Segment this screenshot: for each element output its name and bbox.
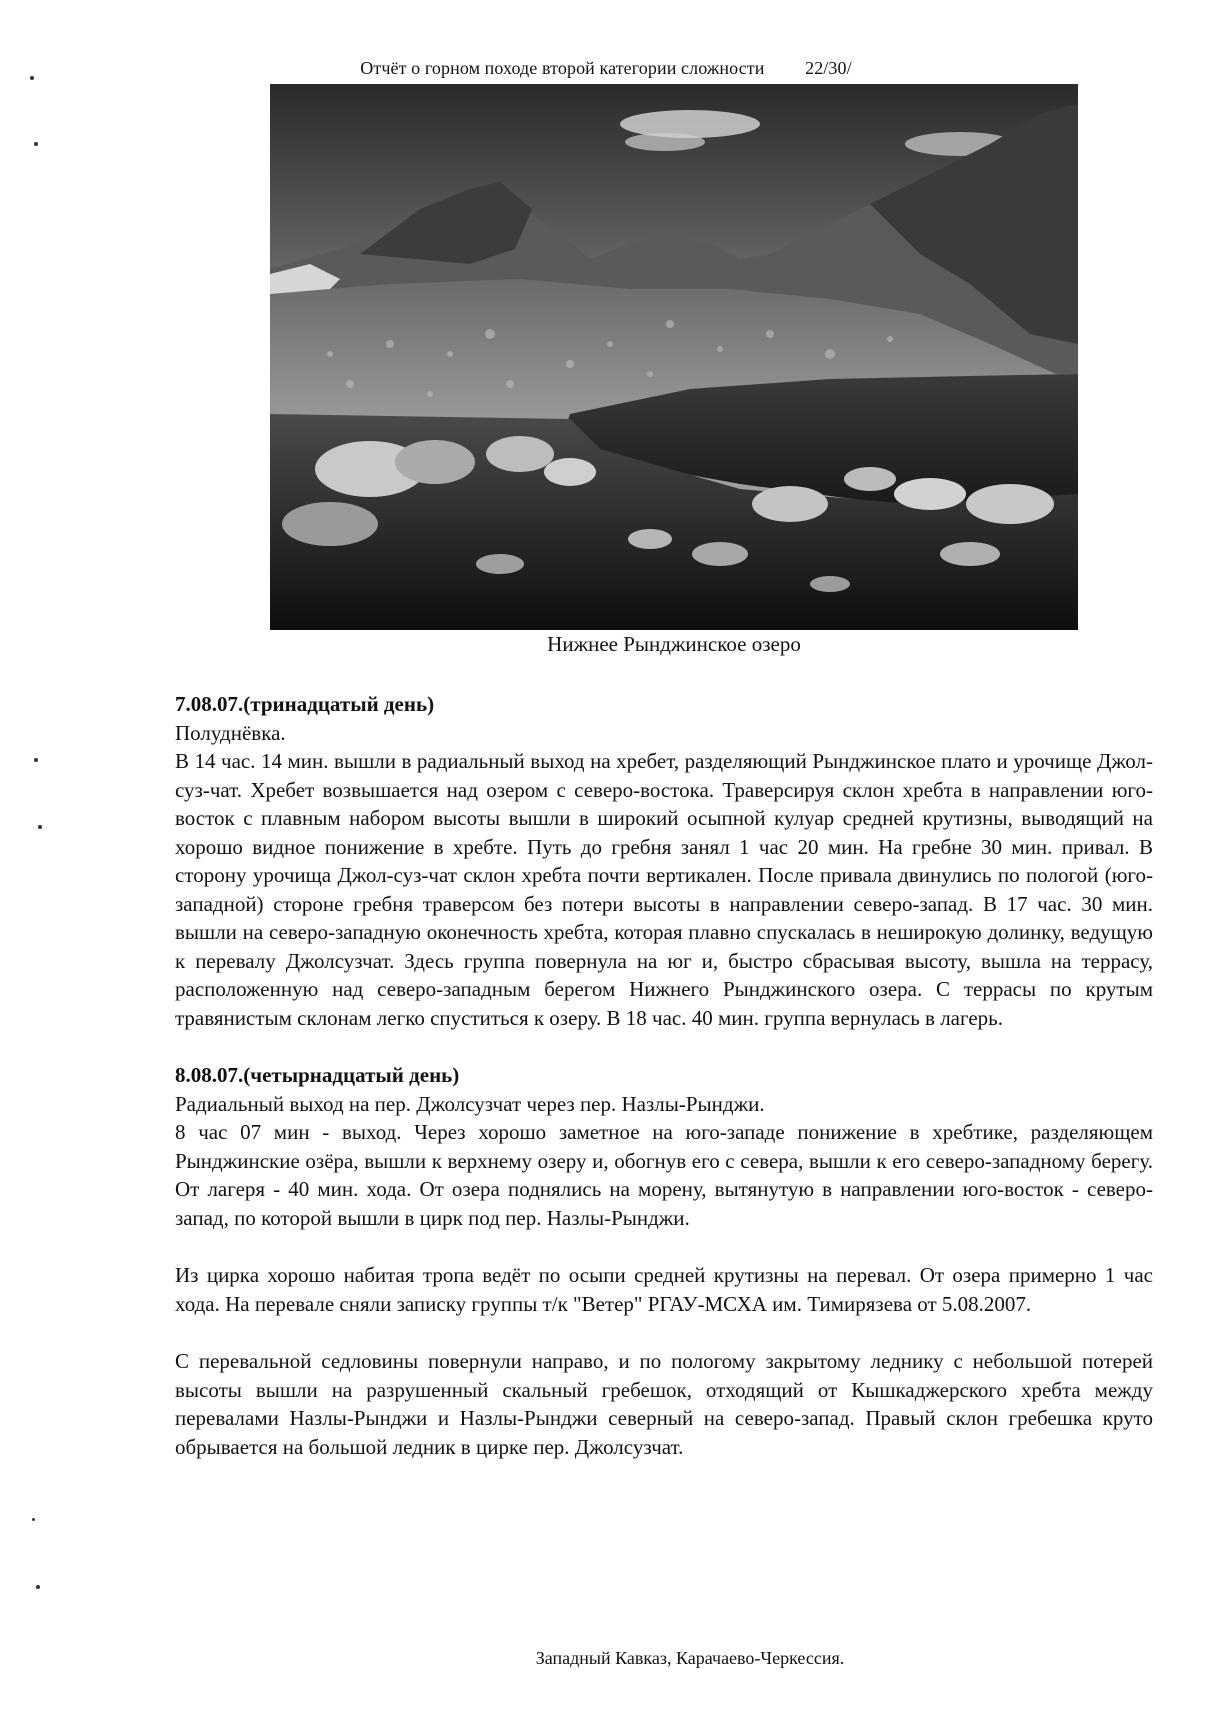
scan-speck (38, 825, 42, 829)
day14-paragraph-2: Из цирка хорошо набитая тропа ведёт по осыпи средней крутизны на перевал. От озера примерно 1 час хода. На перевале сняли записку группы т/к "Ветер" РГАУ-МСХА им. Тимирязева от 5.08.2007. (175, 1263, 1153, 1316)
day14-paragraph-1: 8 час 07 мин - выход. Через хорошо заметное на юго-западе понижение в хребтике, разделяющем Рынджинские озёра, вышли к верхнему озеру и, обогнув его с севера, вышли к его северо-западному берегу. От лагеря - 40 мин. хода. От озера поднялись на морену, вытянутую в направлении юго-восток - северо-запад, по которой вышли в цирк под пер. Назлы-Рынджи. (175, 1120, 1153, 1230)
scan-speck (36, 1585, 40, 1589)
day14-title: 8.08.07.(четырнадцатый день) (175, 1063, 460, 1087)
lake-photo (270, 84, 1078, 630)
scan-speck (34, 142, 38, 146)
scan-speck (34, 758, 38, 762)
day14-paragraph-3: С перевальной седловины повернули направо, и по пологому закрытому леднику с небольшой потерей высоты вышли на разрушенный скальный гребешок, отходящий от Кышкаджерского хребта между перевалами Назлы-Рынджи и Назлы-Рынджи северный на северо-запад. Правый склон гребешка круто обрывается на большой ледник в цирке пер. Джолсузчат. (175, 1349, 1153, 1459)
mountain-lake-photo (270, 84, 1078, 630)
page-footer: Западный Кавказ, Карачаево-Черкессия. (535, 1648, 845, 1668)
scan-speck (32, 1518, 35, 1521)
day13-title: 7.08.07.(тринадцатый день) (175, 692, 435, 716)
report-content (175, 690, 1153, 1461)
day14-subtitle: Радиальный выход на пер. Джолсузчат через пер. Назлы-Рынджи. (175, 1091, 765, 1116)
report-title: Отчёт о горном походе второй категории сложности (360, 58, 765, 78)
photo-caption: Нижнее Рынджинское озеро (547, 632, 801, 656)
page-header (0, 58, 1212, 79)
day13-subtitle: Полуднёвка. (175, 720, 286, 745)
day13-body: В 14 час. 14 мин. вышли в радиальный выход на хребет, разделяющий Рынджинское плато и урочище Джол-суз-чат. Хребет возвышается над озером с северо-востока. Траверсируя склон хребта в направлении юго-восток с плавным набором высоты вышли в широкий осыпной кулуар средней крутизны, выводящий на хорошо видное понижение в хребте. Путь до гребня занял 1 час 20 мин. На гребне 30 мин. привал. В сторону урочища Джол-суз-чат склон хребта почти вертикален. После привала двинулись по пологой (юго-западной) стороне гребня траверсом без потери высоты в направлении северо-запад. В 17 час. 30 мин. вышли на северо-западную оконечность хребта, которая плавно спускалась в неширокую долинку, ведущую к перевалу Джолсузчат. Здесь группа повернула на юг и, быстро сбрасывая высоту, вышла на террасу, расположенную над северо-западным берегом Нижнего Рынджинского озера. С террасы по крутым травянистым склонам легко спуститься к озеру. В 18 час. 40 мин. группа вернулась в лагерь. (175, 749, 1153, 1030)
page-number: 22/30/ (805, 58, 852, 78)
